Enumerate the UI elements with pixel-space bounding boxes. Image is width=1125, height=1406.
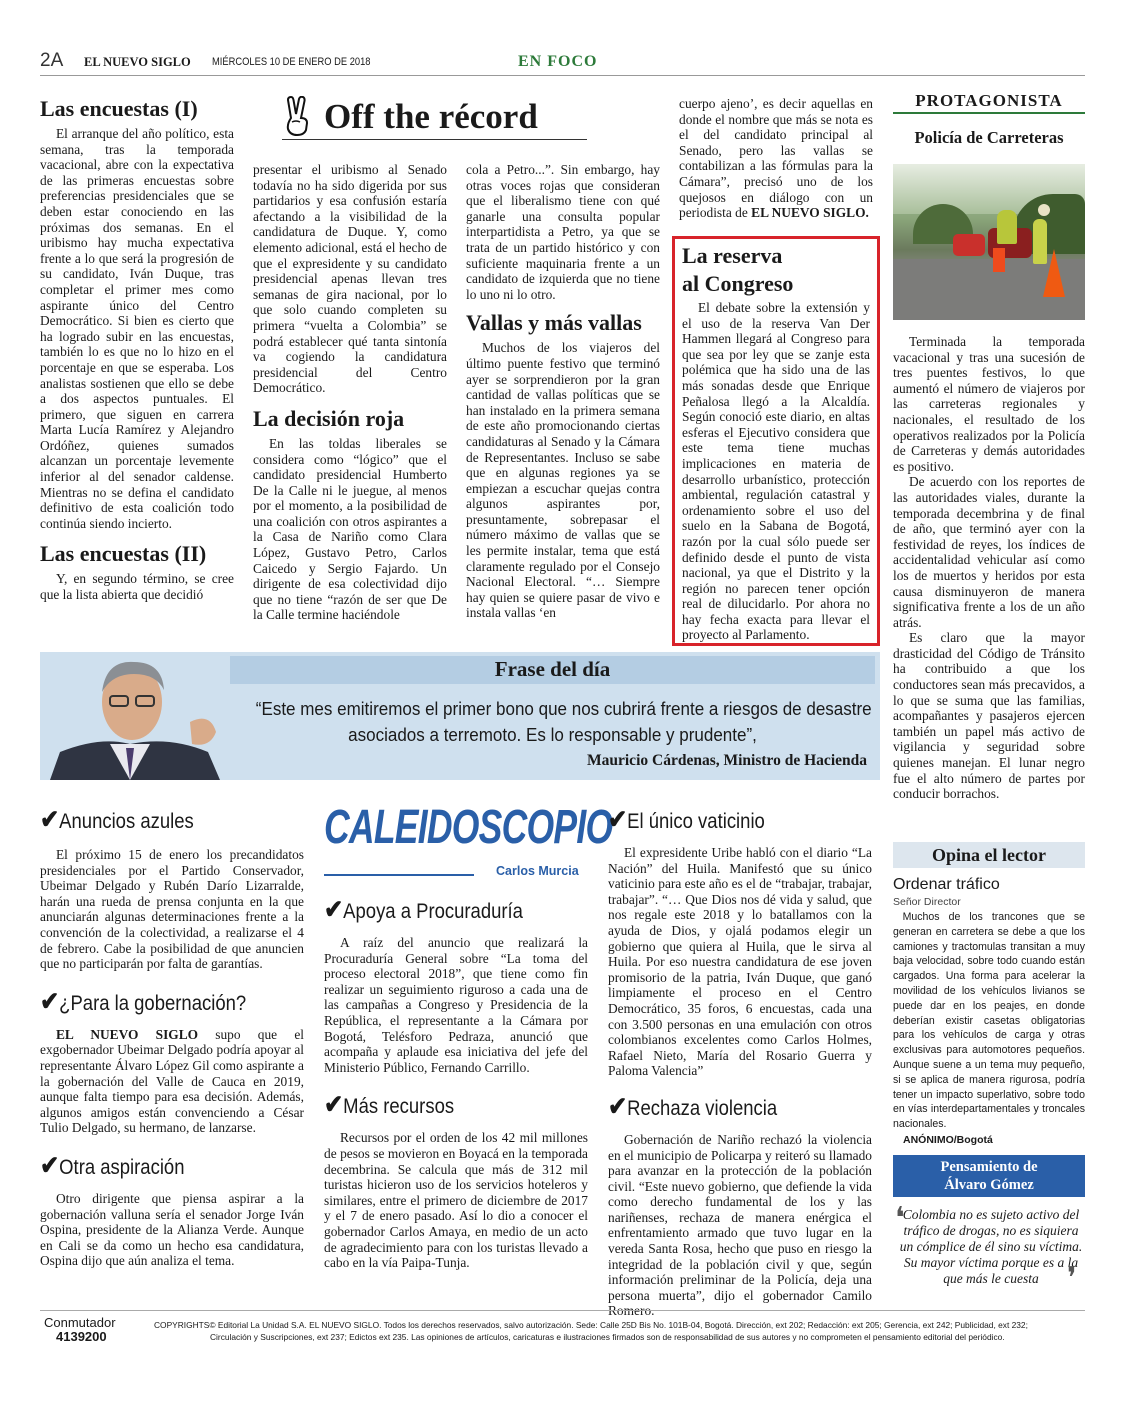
check-icon: ✔ [40,804,60,834]
article-paragraph: A raíz del anuncio que realizará la Procuraduría General sobre “La toma del proceso electoral 2018”, que tiene como fin realizar un seguimiento riguroso a cada una de las campañas a Congreso y Presidencia de la República, el representante a la Cámara por Bogotá, Telésforo Pedraza, anunció que acompaña y aplaude esa iniciativa del jefe del Ministerio Público, Fernando Carrillo. [324,935,588,1075]
check-icon: ✔ [608,1090,628,1121]
article-paragraph: El próximo 15 de enero los precandidatos presidenciales por el Partido Conservador, Ubeimar Delgado y Rubén Darío Lizarralde, harán una rueda de prensa conjunta en la que anunciarán algunas determinaciones frente a la convención de la colectividad, a realizarse el 4 de febrero. Cabe la posibilidad de que anuncien que no participarán por falta de garantías. [40,847,304,972]
article-paragraph: presentar el uribismo al Senado todavía no ha sido digerida por sus partidarios y esa confusión estaría afectando a la visibilidad de la candidatura de Duque. Y, como elemento adicional, está el hecho de que el expresidente y su candidato presidencial apenas llevan tres semanas de gira nacional, por lo que solo cuando completen su primera “vuelta a Colombia” se podrá establecer qué tanta sintonía va cogiendo la candidatura presidencial del Centro Democrático. [253,162,447,396]
opina-el-lector [893,842,1085,1146]
caleidoscopio-masthead [324,800,613,880]
section-heading: ✔El único vaticinio [608,804,765,834]
copyright-line1: COPYRIGHTS© Editorial La Unidad S.A. EL NUEVO SIGLO. Todos los derechos reservados, salvo autorización. Sede: Calle 25D Bis No. 101B-04, Bogotá. Dirección, ext 202; Redacción: ext 205; Gerencia, ext 242; Publicidad, ext 232; [154,1320,1028,1330]
page-number: 2A [40,50,64,71]
caleidoscopio-author: Carlos Murcia [496,864,579,878]
section-heading: Vallas y más vallas [466,310,642,336]
header-date: MIÉRCOLES 10 DE ENERO DE 2018 [212,56,371,68]
pensamiento-label-line1: Pensamiento de [940,1159,1038,1175]
close-quote-icon: ❜ [1067,1262,1077,1295]
opina-salutation: Señor Director [893,896,961,908]
paper-name-inline: EL NUEVO SIGLO [56,1026,199,1042]
paper-name: EL NUEVO SIGLO [84,55,191,69]
caleido-col3 [608,806,872,1319]
frase-author: Mauricio Cárdenas, Ministro de Hacienda [587,752,867,769]
article-paragraph: Es claro que la mayor drasticidad del Código de Tránsito ha contribuido a que los conductores sean más precavidos, a lo que se suma que las familias, acompañantes y pasajeros ejercen también un papel más activo de vigilancia y seguridad sobre quienes manejan. El lunar negro fue el alto número de partes por conducir borrachos. [893,630,1085,802]
col1-otr [40,96,234,603]
opina-signature: ANÓNIMO/Bogotá [903,1133,993,1146]
copyright-line2: Circulación y Suscripciones, ext 237; Edictos ext 235. Las opiniones de artículos, caricaturas e ilustraciones firmados son de responsabilidad de sus autores y no comprometen el pensamiento editorial del periódico. [210,1332,1005,1342]
article-paragraph: Muchos de los viajeros del último puente festivo que terminó ayer se sorprendieron por la gran cantidad de vallas políticas que se han instalado en la primera semana de este año promocionando ciertas candidaturas al Senado y la Cámara de Representantes. Incluso se sabe que en algunas regiones ya se empiezan a escuchar quejas contra algunos aspirantes por, presuntamente, sobrepasar el número máximo de vallas que se les permite instalar, tema que está claramente regulado por el Consejo Nacional Electoral. “… Siempre hay quien se quiere pasar de vivo e instala vallas ‘en [466,340,660,621]
section-heading: ✔Apoya a Procuraduría [324,894,523,924]
frase-quote-line2: asociados a terremoto. Es lo responsable y prudente”, [348,724,757,745]
section-heading: La decisión roja [253,405,405,431]
section-heading: ✔Otra aspiración [40,1149,185,1180]
caleido-col2 [324,800,613,1271]
article-paragraph: De acuerdo con los reportes de las autoridades viales, durante la temporada decembrina y de final de año, que terminó ayer con la festividad de reyes, los índices de accidentalidad vehicular así como los de muertos y heridos por esta causa disminuyeron de manera significativa frente a los de un año atrás. [893,474,1085,630]
frase-quote-line1: “Este mes emitiremos el primer bono que nos cubrirá frente a riesgos de desastre [255,698,872,719]
pensamiento-label-line2: Álvaro Gómez [944,1177,1034,1193]
open-quote-icon: ❛ [895,1202,905,1235]
caleidoscopio-title: CALEIDOSCOPIO [324,801,613,854]
check-icon: ✔ [608,804,628,834]
col4-otr [679,96,873,221]
section-heading: Las encuestas (II) [40,541,207,567]
article-paragraph: Y, en segundo término, se cree que la lista abierta que decidió [40,571,234,603]
off-the-record-title: Off the récord [324,97,538,136]
section-heading: ✔Anuncios azules [40,804,194,834]
opina-text: Muchos de los trancones que se generan en carretera se debe a que los camiones y tractomulas transitan a muy baja velocidad, sobre todo cuando están cargados. Una forma para acelerar la movilidad de los vehículos livianos se puede dar en los peajes, en donde deberían existir casetas obligatorias para los vehículos de carga y otras exclusivas para automotores pequeños. Aunque suene a un tema muy pequeño, si se aplica de manera rigurosa, podría tener un impacto superlativo, sobre todo en vías interdepartamentales y troncales nacionales. [893,911,1085,1131]
opina-label: Opina el lector [893,842,1085,868]
frase-del-dia-box [40,652,880,780]
pensamiento-quote: Colombia no es sujeto activo del tráfico de drogas, no es siquiera un cómplice de él sino su víctima. Su mayor víctima porque es a la que más le cuesta [899,1207,1083,1286]
boxed-heading: La reserva al Congreso [682,243,794,296]
col3-otr [466,162,660,621]
article-paragraph: El arranque del año político, esta semana, tras la temporada vacacional, abre con la expectativa de las primeras encuestas sobre preferencias presidenciales que se deben estar conociendo en las próximas dos semanas. En el uribismo hay mucha expectativa frente a lo que será la progresión de su candidato, Iván Duque, tras completar el primer mes como aspirante único del Centro Democrático. Si bien es cierto que ha logrado subir en las encuestas, también lo es que no lo hizo en el porcentaje en que se esperaba. Los analistas sostienen que ello se debe a dos aspectos puntuales. El primero, que siguen en carrera Marta Lucía Ramírez y Alejandro Ordóñez, quienes sumados alcanzan un porcentaje levemente inferior al del senador caldense. Mientras no se defina el candidato definitivo de esta coalición todo continúa siendo incierto. [40,126,234,531]
paper-name-inline: EL NUEVO SIGLO. [751,205,869,221]
check-icon: ✔ [324,1089,344,1120]
col2-otr [253,162,447,623]
article-paragraph: supo que el exgobernador Ubeimar Delgado podría apoyar al representante Álvaro López Gil como aspirante a la gobernación del Valle de Cauca en 2019, aunque falta tiempo para esa decisión. Además, algunos amigos están convenciendo a César Tulio Delgado, su hermano, de lanzarse. [40,1026,304,1136]
opina-heading: Ordenar tráfico [893,876,1000,893]
article-paragraph: Otro dirigente que piensa aspirar a la gobernación valluna sería el senador Jorge Iván Ospina, presidente de la Alianza Verde. Aunque en Cali se da como un hecho esa candidatura, Ospina dijo que aún analiza el tema. [40,1190,304,1269]
protagonista-column [893,90,1085,802]
check-icon: ✔ [40,1149,60,1180]
section-heading: ✔¿Para la gobernación? [40,985,247,1016]
page-header [40,50,1085,76]
article-paragraph: El expresidente Uribe habló con el diario “La Nación” del Huila. Manifestó que su único vaticinio para este año es el de “trabajar, trabajar, trabajar”. “… Que Dios nos dé vida y salud, que nos regale este 2018 y lo batallamos con la ayuda de Dios, y ojalá podamos elegir un gobierno que quiera al Huila, que le sirva al Huila. Por eso nuestra candidatura de ese joven promisorio de la patria, Iván Duque, que ganó limpiamente el proceso en el Centro Democrático, 35 foros, 6 encuestas, cada una con 3.500 personas en una emulación con otros colombianos excelentes como Carlos Holmes, Rafael Nieto, María del Rosario Guerra y Paloma Valencia” [608,845,872,1079]
article-paragraph: Terminada la temporada vacacional y tras una sucesión de tres puentes festivos, lo que aumentó el número de viajeros por las carreteras regionales y nacionales, el resultado de los operativos realizados por la Policía de Carreteras y demás autoridades es positivo. [893,334,1085,474]
conmutador-label: Conmutador [44,1315,116,1330]
section-heading: ✔Rechaza violencia [608,1090,778,1121]
article-paragraph: Recursos por el orden de los 42 mil millones de pesos se movieron en Boyacá en la temporada decembrina. Se calcula que más de 312 mil turistas hicieron uso de los servicios hoteleros y similares, entre el primero de diciembre de 2017 y el 7 de enero pasado. Así lo dio a conocer el gobernador Carlos Amaya, en medio de un acto de agradecimiento para con los turistas llevado a cabo en la vía Paipa-Tunja. [324,1130,588,1271]
boxed-article [672,236,880,646]
protagonista-label: PROTAGONISTA [893,90,1085,114]
off-the-record-title-block [282,96,587,140]
section-heading: Las encuestas (I) [40,96,198,121]
conmutador-number: 4139200 [56,1329,107,1344]
police-photo [893,164,1085,320]
check-icon: ✔ [40,985,60,1016]
check-icon: ✔ [324,894,344,924]
minister-photo [40,652,228,780]
pensamiento-label [893,1155,1085,1197]
article-paragraph: Gobernación de Nariño rechazó la violencia en el municipio de Policarpa y reiteró su llamado para avanzar en la protección de la población civil. “Este nuevo gobierno, que defiende la vida como derecho fundamental de los y las nariñenses, rechaza de manera enérgica el enfrentamiento armado que tuvo lugar en la vereda Santa Rosa, hecho que puso en riesgo la integridad de la población civil y que, según información preliminar de la Policía, deja una persona muerta”, dijo el gobernador Camilo Romero. [608,1131,872,1319]
protagonista-subject: Policía de Carreteras [914,128,1064,147]
section-label: EN FOCO [518,53,598,70]
pensamiento-box [893,1155,1085,1303]
section-heading: ✔Más recursos [324,1089,455,1120]
peace-hand-icon [282,96,314,136]
boxed-paragraph: El debate sobre la extensión y el uso de la reserva Van Der Hammen llegará al Congreso para que sea por ley que se zanje esta polémica que ha sido una de las más sonadas desde que Enrique Peñalosa llegó a la Alcaldía. Según conoció este diario, en altas esferas el Ejecutivo considera que este tema tiene muchas implicaciones en materia de desarrollo urbanístico, protección ambiental, regulación catastral y ordenamiento sobre el uso del suelo en la Sabana de Bogotá, razón por la cual sólo puede ser definido desde el punto de vista nacional, ya que el Distrito y la región no parecen tener opción real de dilucidarlo. Por ahora no hay fecha exacta para llevar el proyecto al Parlamento. [682,300,870,643]
article-paragraph: cuerpo ajeno’, es decir aquellas en donde el nombre que más se nota es el del candidato principal al Senado, pero las vallas se contabilizan a las fórmulas para la Cámara”, precisó uno de los quejosos en diálogo con un periodista de [679,96,873,221]
article-paragraph: En las toldas liberales se considera como “lógico” que el candidato presidencial Humberto De la Calle ni le juegue, al menos por el momento, a la posibilidad de una coalición con otros aspirantes a la Casa de Nariño como Clara López, Gustavo Petro, Carlos Caicedo y Sergio Fajardo. Un dirigente de esa colectividad dijo que no tiene “razón de ser que De la Calle termine haciéndole [253,435,447,623]
article-paragraph: cola a Petro...”. Sin embargo, hay otras voces rojas que consideran que el liberalismo tiene con qué ganarle una consulta popular interpartidista a Petro, ya que se trata de un partido histórico y con suficiente maquinaria frente a un candidato de izquierda que no tiene lo uno ni lo otro. [466,162,660,302]
footer [40,1310,1085,1350]
caleido-col1 [40,806,304,1269]
caleidoscopio-rule [324,874,474,876]
frase-title: Frase del día [494,657,611,681]
